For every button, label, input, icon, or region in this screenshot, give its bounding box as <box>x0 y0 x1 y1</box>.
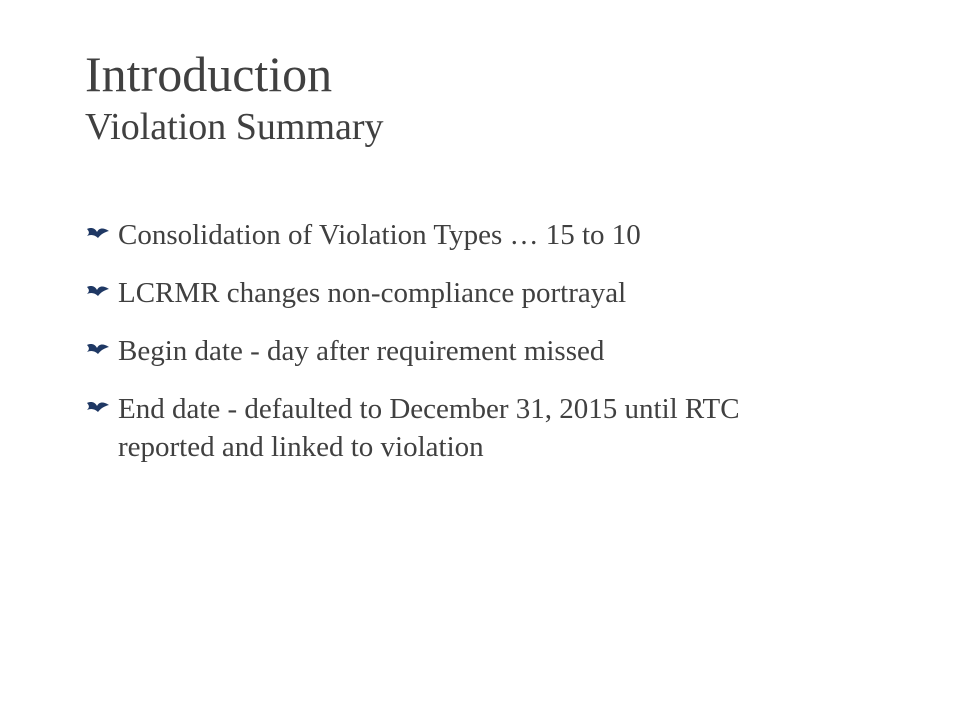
bullet-text: Begin date - day after requirement missed <box>118 335 605 367</box>
slide-subtitle: Violation Summary <box>85 106 384 148</box>
bullet-text: Consolidation of Violation Types … 15 to 10 <box>118 219 641 251</box>
bullet-item <box>85 216 885 254</box>
fleuron-bullet-icon <box>85 390 118 428</box>
title-block <box>85 44 905 150</box>
bullet-item <box>85 390 885 466</box>
bullet-list <box>85 216 885 486</box>
fleuron-bullet-icon <box>85 332 118 370</box>
bullet-item <box>85 274 885 312</box>
fleuron-bullet-icon <box>85 216 118 254</box>
bullet-text: End date - defaulted to December 31, 2015 until RTC reported and linked to violation <box>118 393 740 463</box>
bullet-item <box>85 332 885 370</box>
fleuron-bullet-icon <box>85 274 118 312</box>
slide-title: Introduction <box>85 46 333 102</box>
bullet-text: LCRMR changes non-compliance portrayal <box>118 277 627 309</box>
